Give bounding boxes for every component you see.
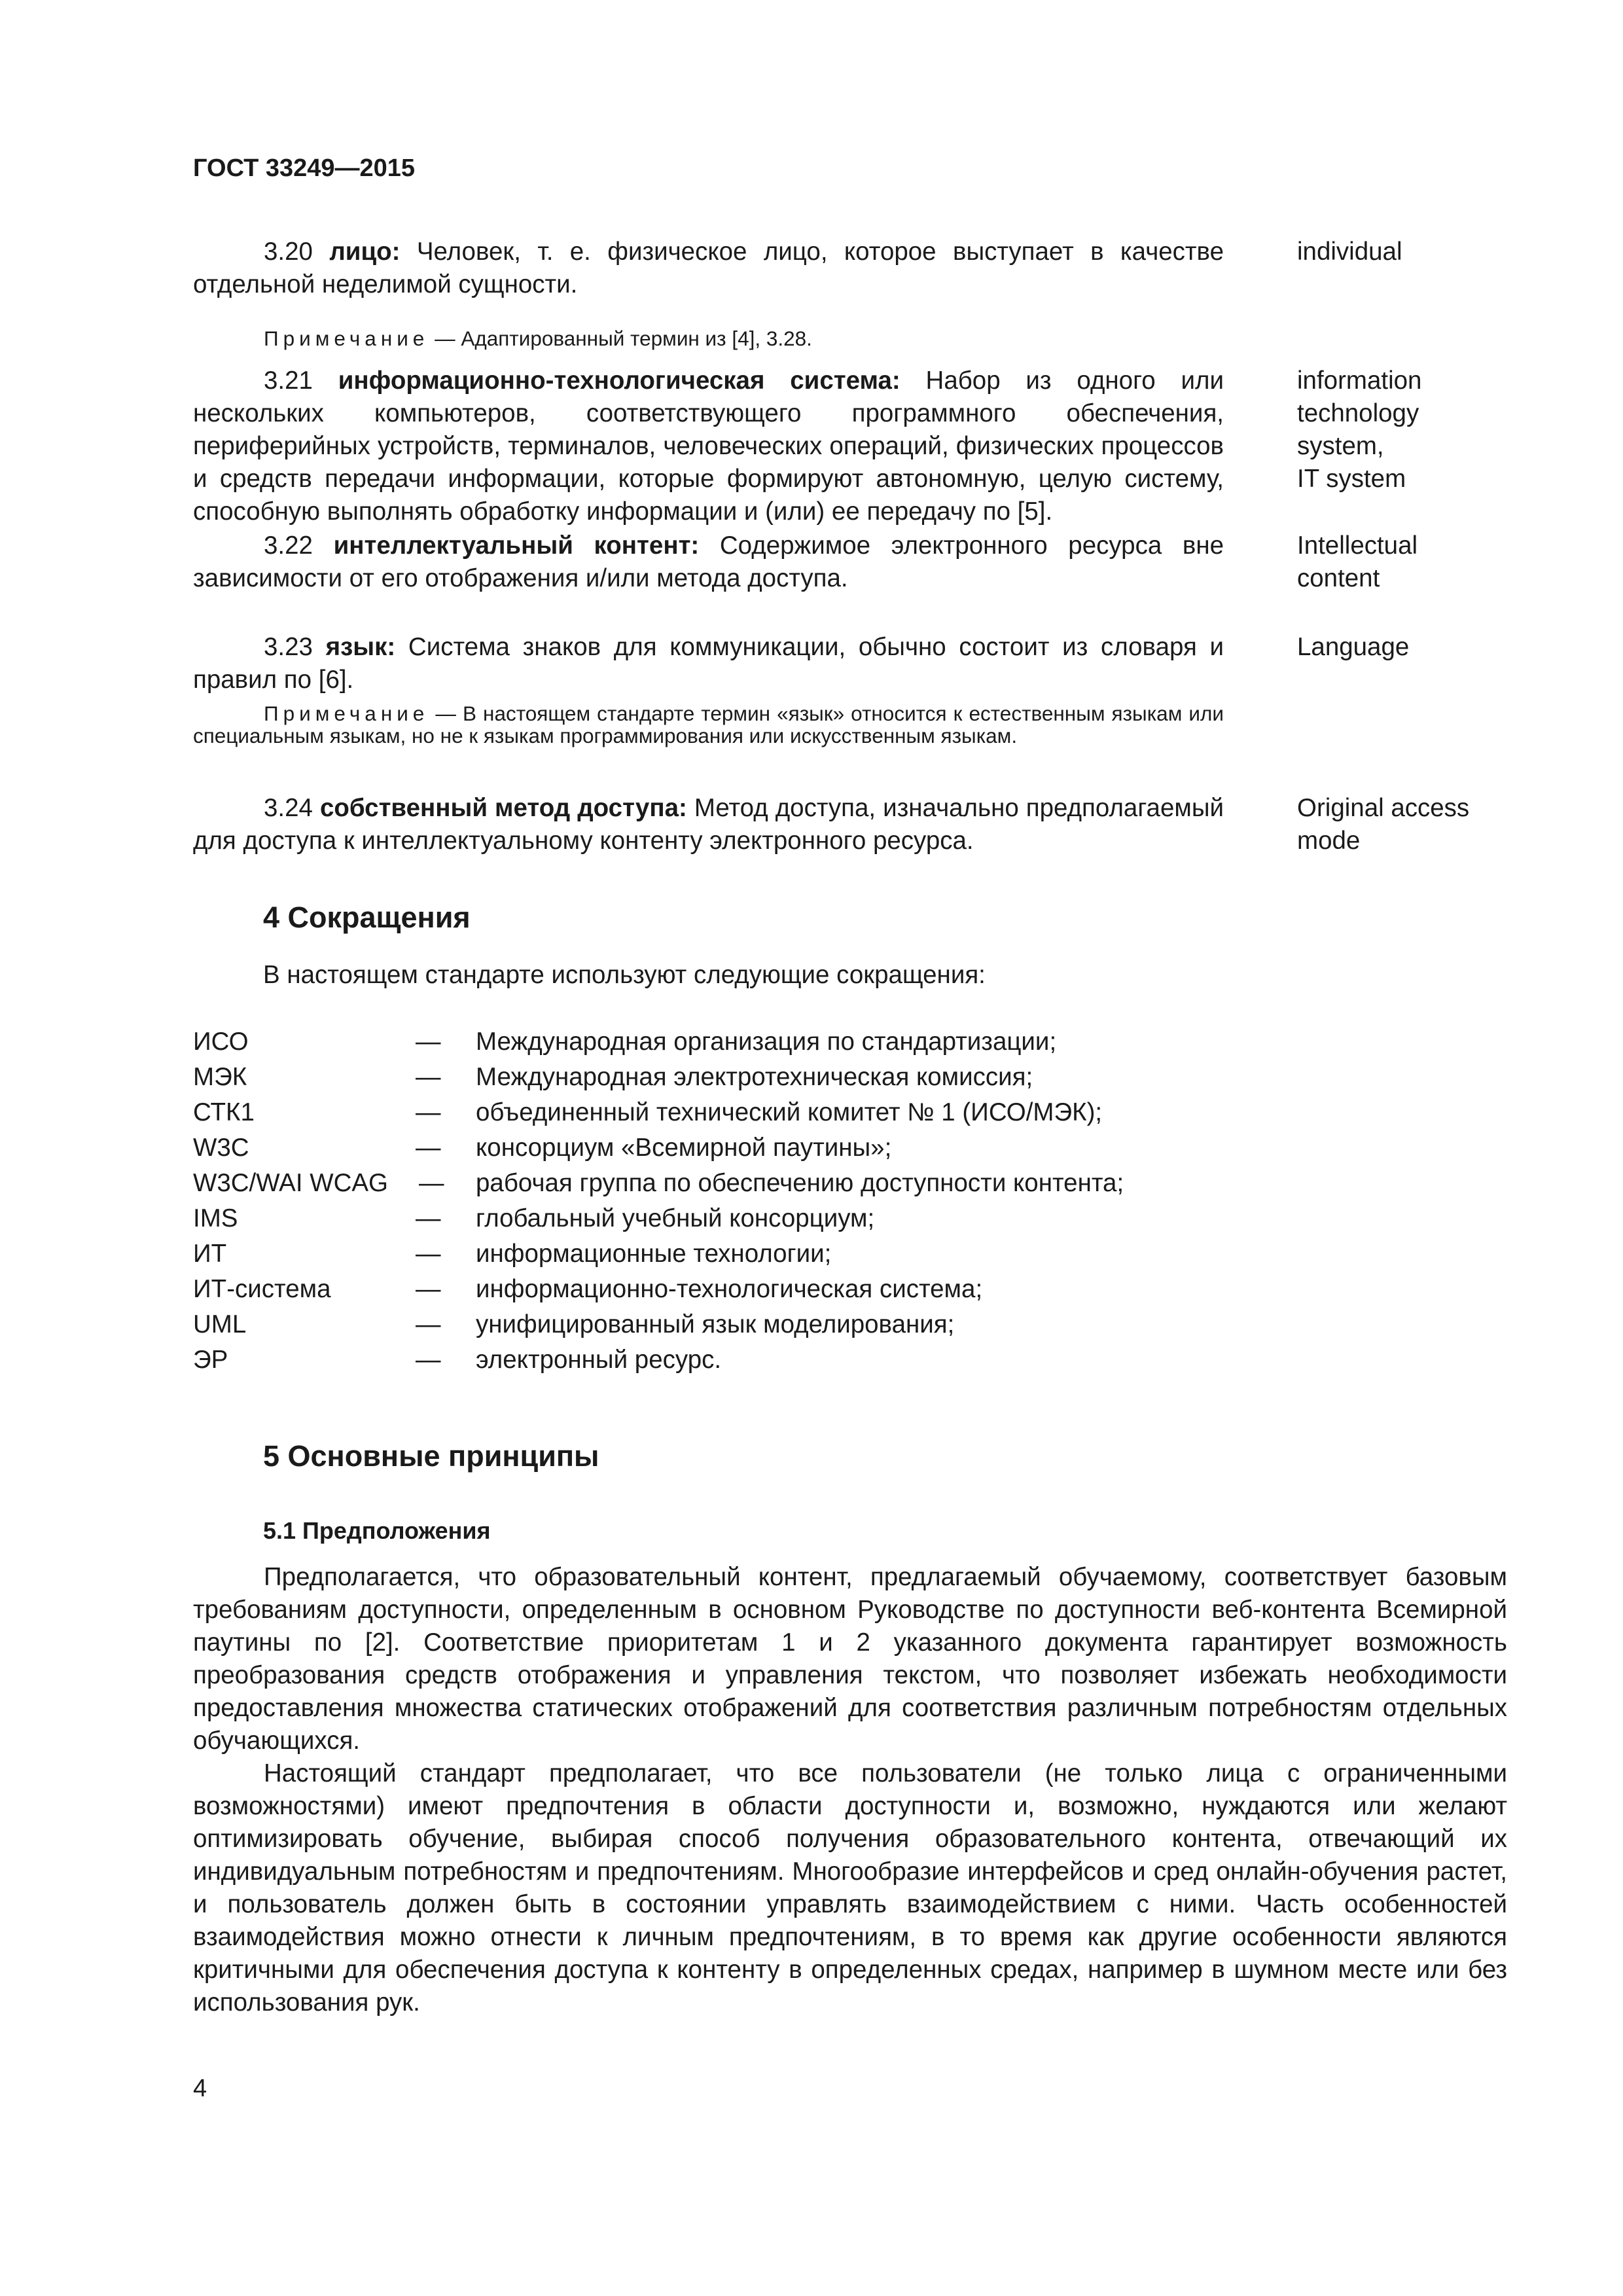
note-text: — Адаптированный термин из [4], 3.28.: [435, 327, 812, 350]
abbreviation-row: [193, 1061, 1240, 1096]
section-intro: В настоящем стандарте используют следующие сокращения:: [263, 961, 986, 989]
term-english: [1297, 365, 1559, 495]
section-heading: 5 Основные принципы: [263, 1439, 599, 1473]
abbreviation-description: рабочая группа по обеспечению доступности контента;: [476, 1169, 1124, 1197]
english-line: technology: [1297, 399, 1419, 427]
english-line: content: [1297, 564, 1380, 592]
term-definition: Система знаков для коммуникации, обычно состоит из словаря и правил по [6].: [193, 633, 1224, 694]
page-number: 4: [193, 2075, 207, 2102]
note: [193, 702, 1224, 747]
abbreviation-description: информационные технологии;: [476, 1240, 832, 1268]
abbreviation: МЭК: [193, 1063, 247, 1091]
term-definition: Метод доступа, изначально предполагаемый для доступа к интеллектуальному контенту электронного ресурса.: [193, 794, 1224, 855]
abbreviation: ИСО: [193, 1028, 249, 1056]
term-definition: Набор из одного или нескольких компьютеров, соответствующего программного обеспечения, периферийных устройств, терминалов, человеческих операций, физических процессов и средств передачи информации, которые формируют автономную, целую систему, способную выполнять обработку информации и (или) ее передачу по [5].: [193, 367, 1224, 526]
term-number: 3.24: [264, 794, 313, 822]
term-name: лицо:: [329, 238, 401, 266]
term-number: 3.22: [264, 531, 313, 560]
dash: —: [416, 1134, 441, 1162]
section-heading: 4 Сокращения: [263, 901, 471, 934]
english-line: Intellectual: [1297, 531, 1418, 560]
note-text: — В настоящем стандарте термин «язык» относится к естественным языкам или специальным языкам, но не к языкам программирования или искусственным языкам.: [193, 702, 1224, 747]
dash: —: [416, 1028, 441, 1056]
paragraph: Предполагается, что образовательный контент, предлагаемый обучаемому, соответствует базовым требованиям доступности, определенным в основном Руководстве по доступности веб-контента Всемирной паутины по [2]. Соответствие приоритетам 1 и 2 указанного документа гарантирует возможность преобразования средств отображения и управления текстом, что позволяет избежать необходимости предоставления множества статических отображений для соответствия различным потребностям отдельных обучающихся.: [193, 1563, 1507, 1755]
subsection-heading: 5.1 Предположения: [263, 1517, 491, 1544]
abbreviation-description: Международная электротехническая комиссия;: [476, 1063, 1033, 1091]
term-english: [1297, 631, 1559, 664]
abbreviation-description: информационно-технологическая система;: [476, 1275, 983, 1303]
abbreviation-description: объединенный технический комитет № 1 (ИСО/МЭК);: [476, 1098, 1103, 1126]
dash: —: [416, 1275, 441, 1303]
term-english: [1297, 792, 1559, 857]
abbreviation-row: [193, 1026, 1240, 1061]
abbreviation-row: [193, 1167, 1240, 1202]
abbreviation-description: электронный ресурс.: [476, 1346, 722, 1374]
abbreviation-row: [193, 1132, 1240, 1167]
note-label: Примечание: [264, 702, 429, 725]
term-definition: Человек, т. е. физическое лицо, которое выступает в качестве отдельной неделимой сущности.: [193, 238, 1224, 298]
abbreviation-row: [193, 1238, 1240, 1273]
abbreviation: IMS: [193, 1204, 238, 1232]
document-code: ГОСТ 33249—2015: [193, 154, 416, 182]
english-line: mode: [1297, 827, 1361, 855]
term-entry: [193, 365, 1224, 528]
dash: —: [416, 1310, 441, 1338]
abbreviation-description: консорциум «Всемирной паутины»;: [476, 1134, 892, 1162]
term-entry: [193, 631, 1224, 696]
term-definition: Содержимое электронного ресурса вне зависимости от его отображения и/или метода доступа.: [193, 531, 1224, 592]
dash: —: [416, 1240, 441, 1268]
abbreviation: W3C/WAI WCAG: [193, 1169, 388, 1197]
abbreviation-description: унифицированный язык моделирования;: [476, 1310, 955, 1338]
english-line: system,: [1297, 432, 1384, 460]
english-line: individual: [1297, 238, 1402, 266]
note: [193, 327, 1224, 350]
term-entry: [193, 529, 1224, 595]
abbreviation: СТК1: [193, 1098, 255, 1126]
english-line: information: [1297, 367, 1422, 395]
abbreviation-row: [193, 1096, 1240, 1132]
abbreviation: ИТ: [193, 1240, 227, 1268]
english-line: Language: [1297, 633, 1410, 661]
term-name: язык:: [325, 633, 396, 661]
dash: —: [416, 1204, 441, 1232]
term-entry: [193, 792, 1224, 857]
abbreviation: W3C: [193, 1134, 249, 1162]
term-english: [1297, 529, 1559, 595]
abbreviation: ЭР: [193, 1346, 228, 1374]
term-number: 3.21: [264, 367, 313, 395]
term-entry: [193, 236, 1224, 301]
dash: —: [419, 1169, 444, 1197]
abbreviation-description: Международная организация по стандартизации;: [476, 1028, 1057, 1056]
term-name: собственный метод доступа:: [319, 794, 687, 822]
dash: —: [416, 1346, 441, 1374]
abbreviation-row: [193, 1308, 1240, 1344]
abbreviation: ИТ-система: [193, 1275, 331, 1303]
paragraph: Настоящий стандарт предполагает, что все пользователи (не только лица с ограниченными возможностями) имеют предпочтения в области доступности и, возможно, нуждаются или желают оптимизировать обучение, выбирая способ получения образовательного контента, отвечающий их индивидуальным потребностям и предпочтениям. Многообразие интерфейсов и сред онлайн-обучения растет, и пользователь должен быть в состоянии управлять взаимодействием с ними. Часть особенностей взаимодействия можно отнести к личным предпочтениям, в то время как другие особенности являются критичными для обеспечения доступа к контенту в определенных средах, например в шумном месте или без использования рук.: [193, 1759, 1507, 2017]
abbreviation-row: [193, 1344, 1240, 1379]
term-english: [1297, 236, 1559, 268]
english-line: IT system: [1297, 465, 1406, 493]
term-name: интеллектуальный контент:: [333, 531, 700, 560]
term-number: 3.23: [264, 633, 313, 661]
abbreviation-row: [193, 1273, 1240, 1308]
term-name: информационно-технологическая система:: [338, 367, 901, 395]
term-number: 3.20: [264, 238, 313, 266]
dash: —: [416, 1063, 441, 1091]
english-line: Original access: [1297, 794, 1470, 822]
abbreviation-description: глобальный учебный консорциум;: [476, 1204, 875, 1232]
dash: —: [416, 1098, 441, 1126]
note-label: Примечание: [264, 327, 429, 350]
abbreviation-row: [193, 1202, 1240, 1238]
abbreviation: UML: [193, 1310, 247, 1338]
